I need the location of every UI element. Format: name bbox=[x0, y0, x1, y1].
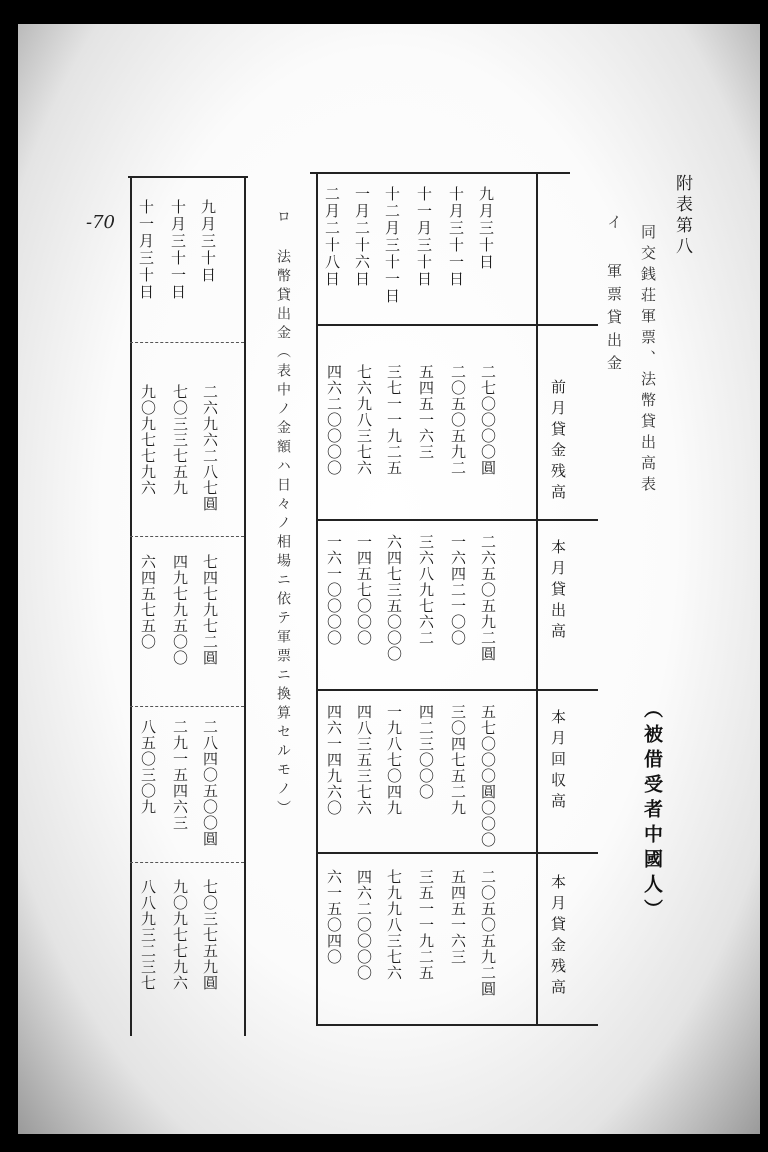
table-a-cell: 四二三〇〇〇 bbox=[417, 704, 435, 800]
table-a-cell: 一四五七〇〇〇 bbox=[355, 534, 373, 646]
table-a-cell: 四六二〇〇〇〇 bbox=[325, 364, 343, 476]
table-a-date: 九月三十日 bbox=[477, 186, 495, 271]
table-b-rule-3 bbox=[130, 862, 244, 863]
table-a-bottom-rule bbox=[316, 1024, 598, 1026]
table-a-cell: 一六四二一〇〇 bbox=[449, 534, 467, 646]
table-a-cell: 三七一一九二五 bbox=[385, 364, 403, 476]
document-page bbox=[18, 24, 760, 1134]
table-b-date: 十月三十一日 bbox=[169, 199, 187, 301]
handwritten-page-number: -70 bbox=[86, 212, 115, 233]
header-balance: 本月貸金残高 bbox=[549, 874, 567, 1000]
table-a-cell: 一六一〇〇〇〇 bbox=[325, 534, 343, 646]
table-a-right-rule bbox=[536, 174, 538, 1026]
table-a-date: 二月二十八日 bbox=[323, 186, 341, 288]
table-a-cell: 二〇五〇五九二圓 bbox=[479, 869, 497, 997]
table-a-cell: 六四七三五〇〇〇 bbox=[385, 534, 403, 662]
table-subtitle: 同交銭荘軍票、法幣貸出高表 bbox=[639, 224, 657, 497]
table-a-cell: 三六八九七六二 bbox=[417, 534, 435, 646]
table-b-cell: 四九七九五〇〇 bbox=[171, 554, 189, 666]
header-prev-balance: 前月貸金残高 bbox=[549, 379, 567, 505]
table-a-top-rule bbox=[310, 172, 570, 174]
table-b-top-rule bbox=[128, 176, 248, 178]
table-a-cell: 三五一一九二五 bbox=[417, 869, 435, 981]
table-a-rule-3 bbox=[316, 852, 598, 854]
table-a-cell: 五七〇〇〇圓〇〇〇 bbox=[479, 704, 497, 848]
table-b-cell: 二九一五四六三 bbox=[171, 719, 189, 831]
table-a-date-rule bbox=[316, 324, 598, 326]
section-a-label: イ 軍票貸出金 bbox=[605, 214, 623, 378]
table-b-date: 九月三十日 bbox=[199, 199, 217, 284]
table-a-cell: 二六五〇五九二圓 bbox=[479, 534, 497, 662]
table-b-cell: 八八九三二三七 bbox=[139, 879, 157, 991]
table-b-cell: 六四五七五〇 bbox=[139, 554, 157, 650]
table-b-cell: 七〇三三七五九 bbox=[171, 384, 189, 496]
table-a-cell: 七九九八三七六 bbox=[385, 869, 403, 981]
borrower-note: （被借受者中國人） bbox=[641, 699, 663, 924]
table-a-date: 十一月三十日 bbox=[415, 186, 433, 288]
table-b-left-rule bbox=[130, 176, 132, 1036]
table-b-right-rule bbox=[244, 176, 246, 1036]
table-a-rule-1 bbox=[316, 519, 598, 521]
table-a-cell: 五四五一六三 bbox=[417, 364, 435, 460]
table-a-cell: 三〇四七五二九 bbox=[449, 704, 467, 816]
table-b-rule-1 bbox=[130, 536, 244, 537]
table-a-rule-2 bbox=[316, 689, 598, 691]
table-b-cell: 七四七九七二圓 bbox=[201, 554, 219, 666]
table-b-cell: 二六九六二八七圓 bbox=[201, 384, 219, 512]
table-a-cell: 四六二〇〇〇〇 bbox=[355, 869, 373, 981]
table-a-cell: 二七〇〇〇〇圓 bbox=[479, 364, 497, 476]
table-a-cell: 一九八七〇四九 bbox=[385, 704, 403, 816]
table-b-cell: 九〇九七七九六 bbox=[139, 384, 157, 496]
section-b-label: ロ 法幣貸出金（表中ノ金額ハ日々ノ相場ニ依テ軍票ニ換算セルモノ） bbox=[275, 209, 291, 819]
table-a-cell: 二〇五〇五九二 bbox=[449, 364, 467, 476]
table-b-date: 十一月三十日 bbox=[137, 199, 155, 301]
table-a-cell: 六一五〇四〇 bbox=[325, 869, 343, 965]
table-a-left-rule bbox=[316, 174, 318, 1026]
header-recovered: 本月回収高 bbox=[549, 709, 567, 814]
table-a-cell: 四六一四九六〇 bbox=[325, 704, 343, 816]
table-b-rule-2 bbox=[130, 706, 244, 707]
table-b-cell: 八五〇三〇九 bbox=[139, 719, 157, 815]
table-a-date: 十二月三十一日 bbox=[383, 186, 401, 305]
table-a-date: 十月三十一日 bbox=[447, 186, 465, 288]
table-a-cell: 五四五一六三 bbox=[449, 869, 467, 965]
table-b-date-rule bbox=[130, 342, 244, 343]
table-b-cell: 七〇三七五九圓 bbox=[201, 879, 219, 991]
table-a-cell: 七六九八三七六 bbox=[355, 364, 373, 476]
table-b-cell: 九〇九七七九六 bbox=[171, 879, 189, 991]
header-lent: 本月貸出高 bbox=[549, 539, 567, 644]
table-title: 附表第八 bbox=[672, 174, 692, 258]
table-a-date: 一月二十六日 bbox=[353, 186, 371, 288]
table-b-cell: 二八四〇五〇〇圓 bbox=[201, 719, 219, 847]
table-a-cell: 四八三五三七六 bbox=[355, 704, 373, 816]
